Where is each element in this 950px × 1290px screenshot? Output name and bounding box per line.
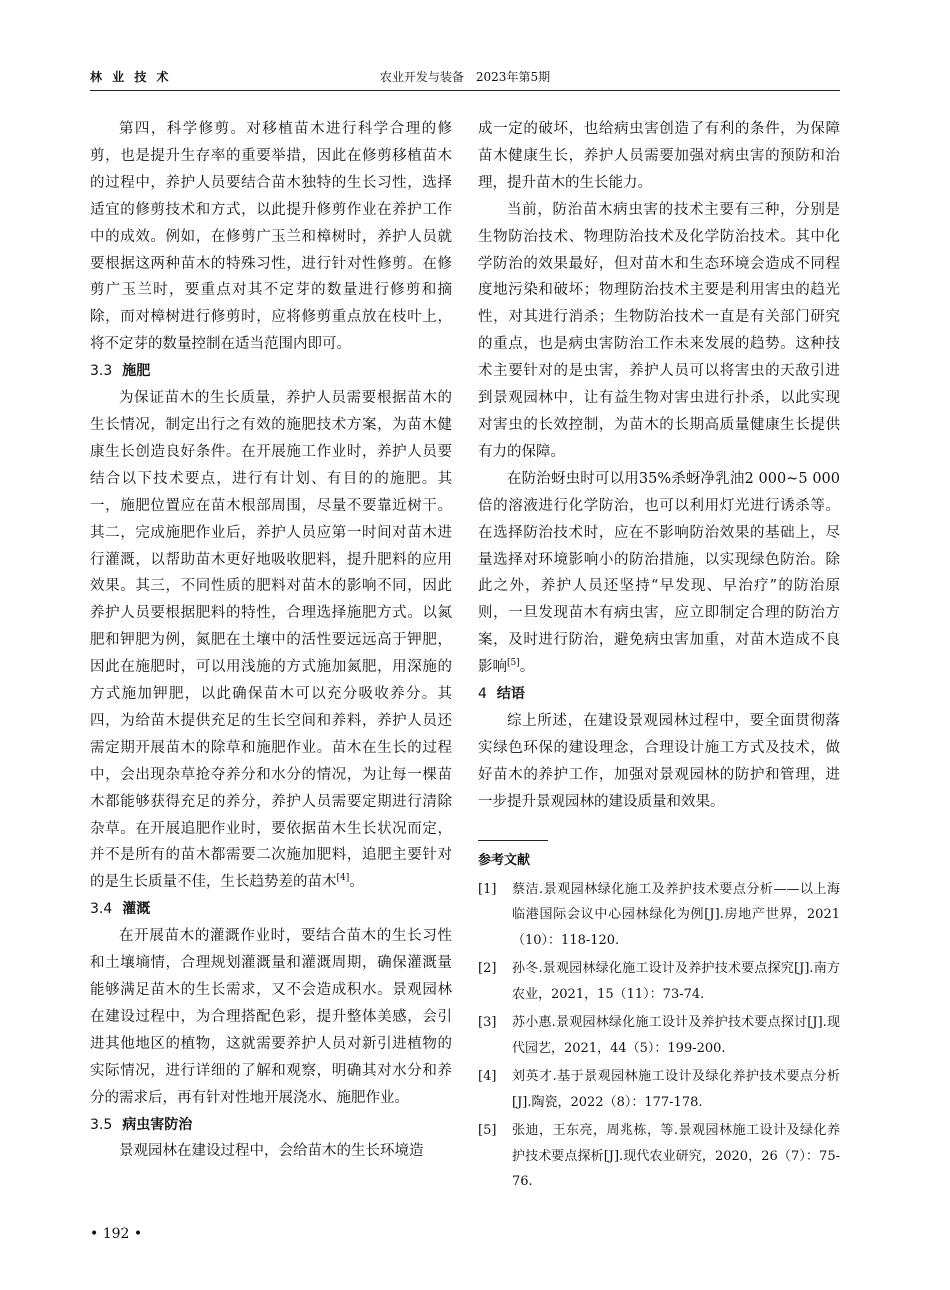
page-number: • 192 • — [90, 1226, 143, 1242]
heading-3-3 — [90, 358, 452, 385]
heading-4 — [478, 681, 840, 708]
heading-text: 灌溉 — [122, 901, 151, 918]
reference-item — [478, 956, 840, 1007]
paragraph-pest-techniques: 当前，防治苗木病虫害的技术主要有三种，分别是生物防治技术、物理防治技术及化学防治技术。其中化学防治的效果最好，但对苗木和生态环境会造成不同程度地污染和破坏；物理防治技术主要是利用害虫的趋光性，对其进行消杀；生物防治技术一直是有关部门研究的重点，也是病虫害防治工作未来发展的趋势。这种技术主要针对的是虫害，养护人员可以将害虫的天敌引进到景观园林中，让有益生物对害虫进行扑杀，以此实现对害虫的长效控制，为苗木的长期高质量健康生长提供有力的保障。 — [478, 201, 840, 460]
citation-4: [4] — [336, 873, 350, 884]
heading-text: 结语 — [496, 686, 525, 703]
reference-text: 苏小惠.景观园林绿化施工设计及养护技术要点探讨[J].现代园艺，2021，44（5）：199-200. — [512, 1015, 840, 1056]
reference-text: 张迪，王东亮，周兆栋，等.景观园林施工设计及绿化养护技术要点探析[J].现代农业研究，2020，26（7）：75-76. — [512, 1123, 840, 1190]
reference-number: [2] — [478, 961, 497, 977]
paragraph-conclusion: 综上所述，在建设景观园林过程中，要全面贯彻落实绿色环保的建设理念，合理设计施工方式及技术，做好苗木的养护工作，加强对景观园林的防护和管理，进一步提升景观园林的建设质量和效果。 — [478, 712, 840, 810]
running-header — [90, 68, 840, 90]
paragraph-end: 。 — [519, 659, 535, 676]
heading-text: 病虫害防治 — [122, 1116, 193, 1133]
reference-item — [478, 1064, 840, 1115]
reference-text: 刘英才.基于景观园林施工设计及绿化养护技术要点分析[J].陶瓷，2022（8）：177-178. — [512, 1069, 840, 1110]
paragraph-end: 。 — [349, 874, 364, 891]
paragraph-text: 为保证苗木的生长质量，养护人员需要根据苗木的生长情况，制定出行之有效的施肥技术方案，为苗木健康生长创造良好条件。在开展施工作业时，养护人员要结合以下技术要点，进行有计划、有目的的施肥。其一，施肥位置应在苗木根部周围，尽量不要靠近树干。其二，完成施肥作业后，养护人员应第一时间对苗木进行灌溉，以帮助苗木更好地吸收肥料，提升肥料的应用效果。其三，不同性质的肥料对苗木的影响不同，因此养护人员要根据肥料的特性，合理选择施肥方式。以氮肥和钾肥为例，氮肥在土壤中的活性要远远高于钾肥，因此在施肥时，可以用浅施的方式施加氮肥，用深施的方式施加钾肥，以此确保苗木可以充分吸收养分。其四，为给苗木提供充足的生长空间和养料，养护人员还需定期开展苗木的除草和施肥作业。苗木在生长的过程中，会出现杂草抢夺养分和水分的情况，为让每一棵苗木都能够获得充足的养分，养护人员需要定期进行清除杂草。在开展追肥作业时，要依据苗木生长状况而定，并不是所有的苗木都需要二次施加肥料，追肥主要针对的是生长质量不佳，生长趋势差的苗木 — [90, 390, 452, 891]
reference-number: [4] — [478, 1069, 497, 1085]
references-title: 参考文献 — [478, 852, 531, 868]
right-column — [478, 116, 840, 1198]
paragraph-text: 在防治蚜虫时可以用35%杀蚜净乳油2 000~5 000倍的溶液进行化学防治，也可以利用灯光进行诱杀等。在选择防治技术时，应在不影响防治效果的基础上，尽量选择对环境影响小的防治措施，以实现绿色防治。除此之外，养护人员还坚持“早发现、早治疗”的防治原则，一旦发现苗木有病虫害，应立即制定合理的防治方案，及时进行防治，避免病虫害加重，对苗木造成不良影响 — [478, 470, 840, 676]
heading-text: 施肥 — [122, 363, 151, 380]
reference-text: 孙冬.景观园林绿化施工设计及养护技术要点探究[J].南方农业，2021，15（11）：73-74. — [512, 961, 840, 1002]
journal-issue: 农业开发与装备 2023年第5期 — [379, 70, 551, 84]
heading-number: 3.5 — [90, 1116, 113, 1133]
references-list — [478, 877, 840, 1195]
heading-number: 3.3 — [90, 363, 113, 380]
left-column — [90, 116, 452, 1165]
paragraph-pest-control: 景观园林在建设过程中，会给苗木的生长环境造 — [119, 1143, 424, 1160]
paragraph-irrigation: 在开展苗木的灌溉作业时，要结合苗木的生长习性和土壤墒情，合理规划灌溉量和灌溉周期，确保灌溉量能够满足苗木的生长需求，又不会造成积水。景观园林在建设过程中，为合理搭配色彩，提升整体美感，会引进其他地区的植物，这就需要养护人员对新引进植物的实际情况，进行详细的了解和观察，明确其对水分和养分的需求后，再有针对性地开展浇水、施肥作业。 — [90, 928, 452, 1106]
reference-item — [478, 877, 840, 954]
heading-number: 3.4 — [90, 901, 113, 918]
paragraph-aphid-control — [478, 466, 840, 681]
references-rule — [478, 840, 548, 841]
reference-text: 蔡洁.景观园林绿化施工及养护技术要点分析——以上海临港国际会议中心园林绿化为例[J].房地产世界，2021（10）：118-120. — [512, 881, 840, 948]
reference-item — [478, 1010, 840, 1061]
reference-number: [1] — [478, 881, 497, 897]
paragraph-fertilizing — [90, 385, 452, 896]
paragraph-pruning: 第四，科学修剪。对移植苗木进行科学合理的修剪，也是提升生存率的重要举措，因此在修剪移植苗木的过程中，养护人员要结合苗木独特的生长习性，选择适宜的修剪技术和方式，以此提升修剪作业在养护工作中的成效。例如，在修剪广玉兰和樟树时，养护人员就要根据这两种苗木的特殊习性，进行针对性修剪。在修剪广玉兰时，要重点对其不定芽的数量进行修剪和摘除，而对樟树进行修剪时，应将修剪重点放在枝叶上，将不定芽的数量控制在适当范围内即可。 — [90, 121, 452, 353]
heading-3-4 — [90, 896, 452, 923]
heading-number: 4 — [478, 686, 487, 703]
reference-number: [5] — [478, 1123, 497, 1139]
header-rule — [90, 90, 840, 91]
citation-5: [5] — [507, 658, 520, 669]
reference-number: [3] — [478, 1015, 497, 1031]
paragraph-continued: 成一定的破坏，也给病虫害创造了有利的条件，为保障苗木健康生长，养护人员需要加强对病虫害的预防和治理，提升苗木的生长能力。 — [478, 121, 840, 191]
heading-3-5 — [90, 1112, 452, 1139]
reference-item — [478, 1118, 840, 1195]
section-label: 林 业 技 术 — [90, 70, 172, 84]
